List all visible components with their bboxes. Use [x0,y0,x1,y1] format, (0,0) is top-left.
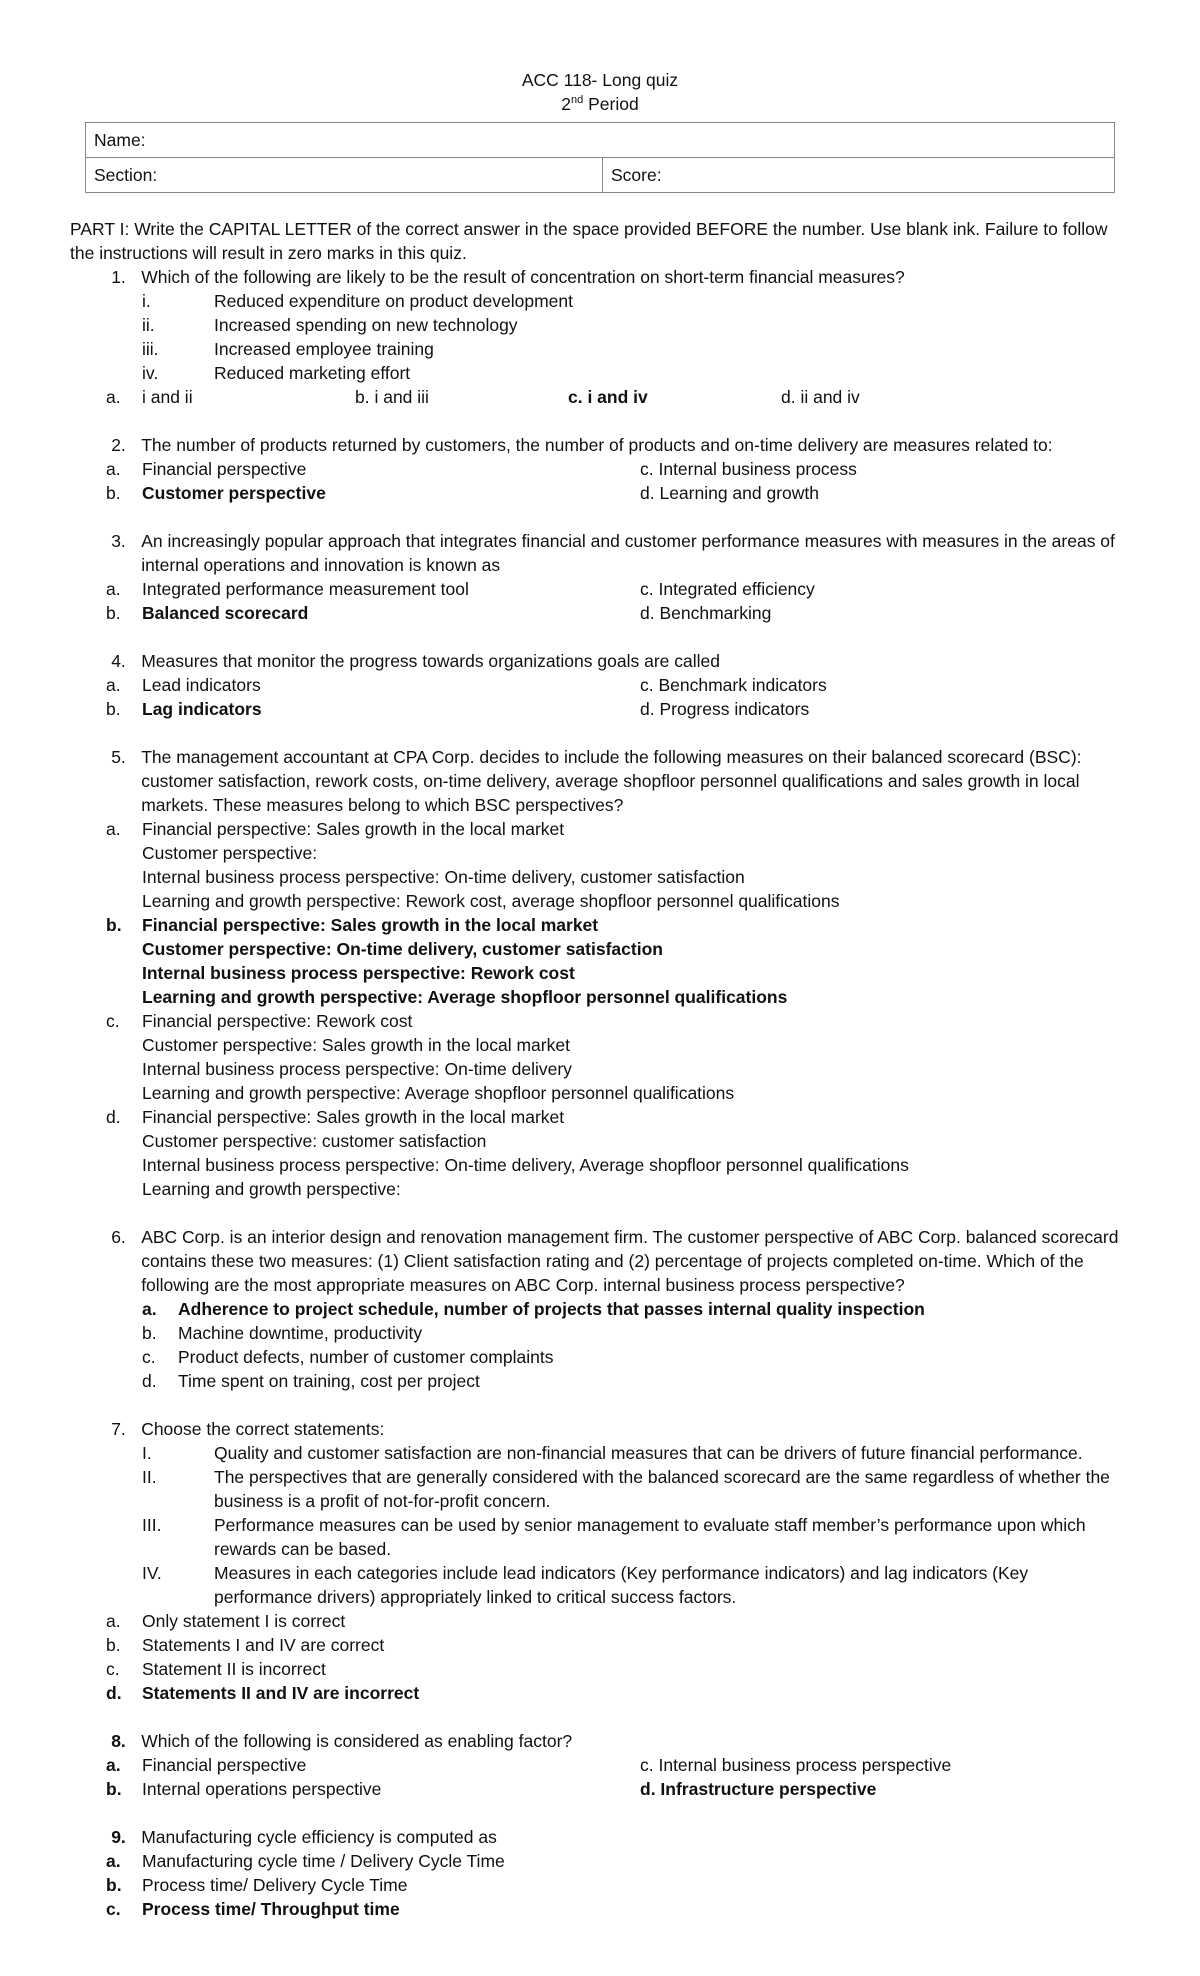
option-d: d. Benchmarking [640,603,772,623]
option-a: Financial perspective [142,459,307,479]
student-info-table [85,122,1115,193]
option-line: Customer perspective: [142,843,318,863]
question-9: 9. Manufacturing cycle efficiency is computed as [70,1825,1130,1849]
option-b: Balanced scorecard [142,603,309,623]
option-b: b. Process time/ Delivery Cycle Time [106,1875,408,1895]
quiz-title: ACC 118- Long quiz [521,70,679,90]
list-item: iii. Increased employee training [142,339,434,359]
option-c: c. Internal business process perspective [640,1755,952,1775]
option-d: d. Infrastructure perspective [640,1779,877,1799]
option-c: c. Benchmark indicators [640,675,827,695]
option-d: d. Learning and growth [640,483,820,503]
question-text: Manufacturing cycle efficiency is computed as [141,1827,497,1847]
question-5: 5. The management accountant at CPA Corp. decides to include the following measures on their balanced scorecard (BSC): customer satisfaction, rework costs, on-time delivery, average shopfloor personnel qualifications and sales growth in local markets. These measures belong to which BSC perspectives? [70,745,1130,817]
period-text: Period [583,94,639,114]
list-item: i. Reduced expenditure on product development [142,291,573,311]
option-c: c. Integrated efficiency [640,579,815,599]
answer-row: b. Balanced scorecard d. Benchmarking [70,601,1130,625]
question-4: 4. Measures that monitor the progress towards organizations goals are called [70,649,1130,673]
option-a: i and ii [142,387,193,407]
option-b: Customer perspective [142,483,326,503]
list-item: ii. Increased spending on new technology [142,315,518,335]
answer-row: b. Internal operations perspective d. Infrastructure perspective [70,1777,1130,1801]
answer-row: a. Financial perspective c. Internal business process [70,457,1130,481]
option-b: b. i and iii [355,387,429,407]
option-b: b. Financial perspective: Sales growth in the local market [106,915,599,935]
name-field[interactable]: Name: [86,123,1115,158]
question-6: 6. ABC Corp. is an interior design and renovation management firm. The customer perspective of ABC Corp. balanced scorecard contains these two measures: (1) Client satisfaction rating and (2) percentage of projects completed on-time. Which of the following are the most appropriate measures on ABC Corp. internal business process perspective? [70,1225,1130,1297]
question-7: 7. Choose the correct statements: [70,1417,1130,1441]
period-number: 2 [561,94,572,114]
option-d: d. Statements II and IV are incorrect [106,1683,420,1703]
answer-row: b. Customer perspective d. Learning and growth [70,481,1130,505]
option-line: Learning and growth perspective: [142,1179,401,1199]
option-b: b. Machine downtime, productivity [142,1323,423,1343]
question-text: The number of products returned by customers, the number of products and on-time delivery are measures related to: [141,435,1053,455]
question-text: An increasingly popular approach that integrates financial and customer performance measures with measures in the areas of internal operations and innovation is known as [141,531,1115,575]
question-text: Which of the following is considered as enabling factor? [141,1731,573,1751]
question-text: Which of the following are likely to be the result of concentration on short-term financial measures? [141,267,905,287]
option-line: Customer perspective: On-time delivery, customer satisfaction [142,939,663,959]
option-b: b. Statements I and IV are correct [106,1635,385,1655]
quiz-page [70,68,1130,1921]
option-d: d. Time spent on training, cost per project [142,1371,480,1391]
answer-row: a. Integrated performance measurement tool c. Integrated efficiency [70,577,1130,601]
option-a: a. Financial perspective: Sales growth in the local market [106,819,565,839]
option-c: c. Product defects, number of customer complaints [142,1347,554,1367]
option-d: d. Financial perspective: Sales growth in the local market [106,1107,565,1127]
statement-item: IV. Measures in each categories include lead indicators (Key performance indicators) and lag indicators (Key performance drivers) appropriately linked to critical success factors. [142,1563,1029,1607]
option-a: Integrated performance measurement tool [142,579,469,599]
option-line: Learning and growth perspective: Rework cost, average shopfloor personnel qualifications [142,891,840,911]
answer-row: a. Lead indicators c. Benchmark indicators [70,673,1130,697]
option-c: c. Internal business process [640,459,857,479]
list-item: iv. Reduced marketing effort [142,363,411,383]
option-b: Lag indicators [142,699,262,719]
option-line: Internal business process perspective: On-time delivery, customer satisfaction [142,867,745,887]
option-c: c. Process time/ Throughput time [106,1899,400,1919]
question-1 [70,265,1130,289]
option-d: d. ii and iv [781,387,860,407]
period-suffix: nd [571,94,584,107]
option-c: c. i and iv [568,387,648,407]
instructions: PART I: Write the CAPITAL LETTER of the correct answer in the space provided BEFORE the number. Use blank ink. Failure to follow the instructions will result in zero marks in this quiz. [70,219,1108,263]
option-line: Learning and growth perspective: Average shopfloor personnel qualifications [142,987,788,1007]
option-d: d. Progress indicators [640,699,810,719]
option-a: Financial perspective [142,1755,307,1775]
answer-options: a. i and ii b. i and iii c. i and iv d. ii and iv [70,385,1130,409]
option-line: Learning and growth perspective: Average shopfloor personnel qualifications [142,1083,735,1103]
option-line: Customer perspective: customer satisfaction [142,1131,487,1151]
option-c: c. Financial perspective: Rework cost [106,1011,413,1031]
question-8: 8. Which of the following is considered as enabling factor? [70,1729,1130,1753]
question-text: ABC Corp. is an interior design and renovation management firm. The customer perspective of ABC Corp. balanced scorecard contains these two measures: (1) Client satisfaction rating and (2) percentage of projects completed on-time. Which of the following are the most appropriate measures on ABC Corp. internal business process perspective? [141,1227,1119,1295]
option-line: Internal business process perspective: On-time delivery [142,1059,572,1079]
option-a: a. Manufacturing cycle time / Delivery Cycle Time [106,1851,505,1871]
option-b: Internal operations perspective [142,1779,382,1799]
option-line: Internal business process perspective: On-time delivery, Average shopfloor personnel qualifications [142,1155,909,1175]
section-field[interactable]: Section: [86,158,603,193]
statement-item: I. Quality and customer satisfaction are non-financial measures that can be drivers of future financial performance. [142,1443,1083,1463]
period-line [70,92,1130,116]
header [70,68,1130,116]
statement-item: II. The perspectives that are generally considered with the balanced scorecard are the same regardless of whether the business is a profit of not-for-profit concern. [142,1467,1110,1511]
option-a: a. Adherence to project schedule, number of projects that passes internal quality inspection [142,1299,925,1319]
question-3: 3. An increasingly popular approach that integrates financial and customer performance measures with measures in the areas of internal operations and innovation is known as [70,529,1130,577]
question-text: Measures that monitor the progress towards organizations goals are called [141,651,720,671]
answer-row: a. Financial perspective c. Internal business process perspective [70,1753,1130,1777]
statement-item: III. Performance measures can be used by senior management to evaluate staff member’s performance upon which rewards can be based. [142,1515,1086,1559]
question-2: 2. The number of products returned by customers, the number of products and on-time delivery are measures related to: [70,433,1130,457]
option-a: Lead indicators [142,675,261,695]
option-line: Customer perspective: Sales growth in the local market [142,1035,570,1055]
score-field[interactable]: Score: [603,158,1115,193]
option-c: c. Statement II is incorrect [106,1659,326,1679]
question-number: 1. [111,267,126,287]
question-text: Choose the correct statements: [141,1419,385,1439]
option-a: a. Only statement I is correct [106,1611,346,1631]
question-text: The management accountant at CPA Corp. decides to include the following measures on their balanced scorecard (BSC): customer satisfaction, rework costs, on-time delivery, average shopfloor personnel qualifications and sales growth in local markets. These measures belong to which BSC perspectives? [141,747,1082,815]
option-line: Internal business process perspective: Rework cost [142,963,575,983]
answer-row: b. Lag indicators d. Progress indicators [70,697,1130,721]
